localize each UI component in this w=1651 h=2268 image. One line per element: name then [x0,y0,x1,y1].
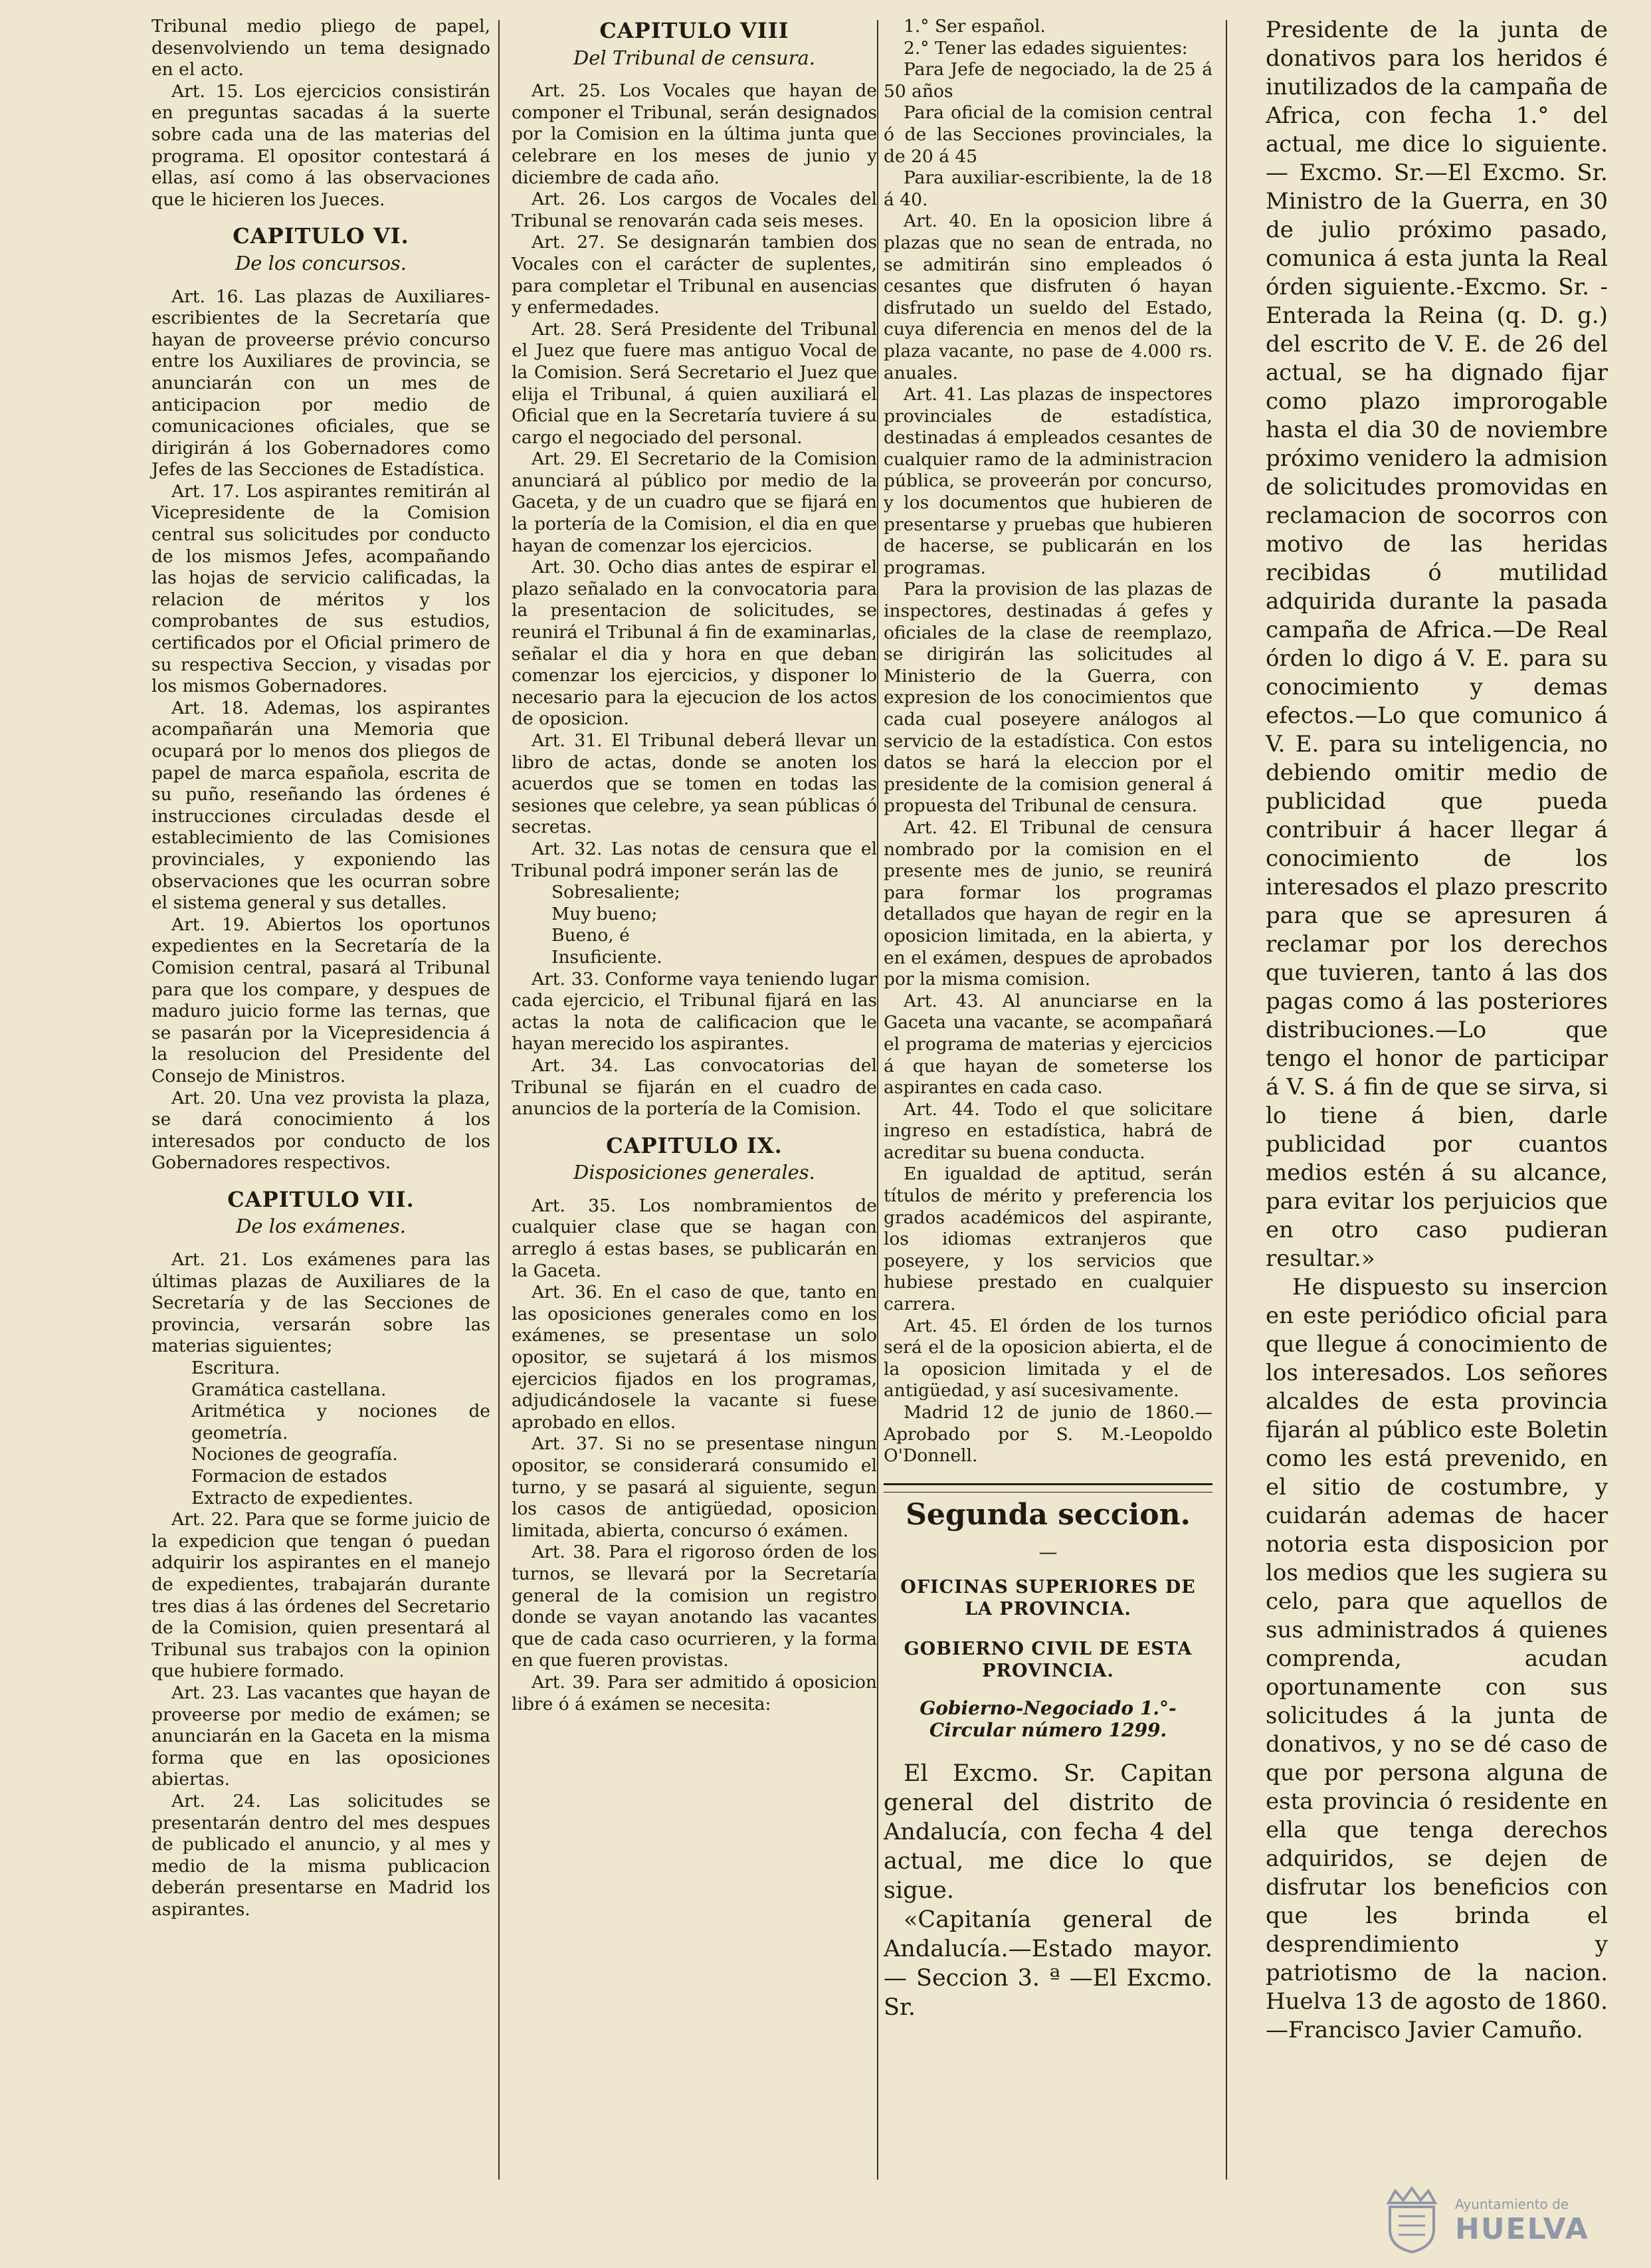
chapter-heading: CAPITULO IX. [606,1132,783,1158]
article-45: Art. 45. El órden de los turnos será el de la oposicion abierta, el de la oposicion limitada y el de antigüedad, y así sucesivamente. [884,1315,1213,1401]
article-39: Art. 39. Para ser admitido á oposicion libre ó á exámen se necesita: [512,1671,877,1714]
chapter-subtitle: Disposiciones generales. [573,1161,815,1184]
list-item: Nociones de geografía. [191,1444,398,1465]
list-item: Sobresaliente; [551,882,680,903]
column-rule [877,20,878,2180]
article-38: Art. 38. Para el rigoroso órden de los turnos, se llevará por la Secretaría general de la comision un registro donde se vayan anotando las vacantes que de cada caso ocurrieren, y la forma en que fueren provistas. [512,1542,877,1671]
requirement-1: 1.° Ser español. [904,16,1046,37]
article-16: Art. 16. Las plazas de Auxiliares-escribientes de la Secretaría que hayan de proveerse prévio concurso entre los Auxiliares de provincia, se anunciarán con un mes de anticipacion por medio de comunicaciones oficiales, que se dirigirán á los Gobernadores como Jefes de las Secciones de Estadística. [151,286,490,480]
column-rule [498,20,500,2180]
list-item: Aritmética y nociones de geometría. [191,1401,490,1443]
article-15: Art. 15. Los ejercicios consistirán en preguntas sacadas á la suerte sobre cada una de las materias del programa. El opositor contestará á ellas, así como á las observaciones que le hicieren los Jueces. [151,80,490,210]
chapter-subtitle: De los concursos. [235,251,407,274]
list-item: Escritura. [191,1358,280,1379]
article-40: Art. 40. En la oposicion libre á plazas que no sean de entrada, no se admitirán sino empleados ó cesantes que disfruten ó hayan disfrutado un sueldo del Estado, cuya diferencia en menos del de la plaza vacante, no pase de 4.000 rs. anuales. [884,211,1213,383]
article-18: Art. 18. Ademas, los aspirantes acompañarán una Memoria que ocupará por lo menos dos pliegos de papel de marca española, escrita de su puño, reseñando las órdenes é instrucciones circuladas desde el establecimiento de las Comisiones provinciales, y exponiendo las observaciones que les ocurran sobre el sistema general y sus detalles. [151,697,490,914]
paragraph: He dispuesto su insercion en este periódico oficial para que llegue á conocimiento de los interesados. Los señores alcaldes de esta provincia fijarán al público este Boletin como les está prevenido, en el sitio de costumbre, y cuidarán ademas de hacer notoria esta disposicion por los medios que les sugiera su celo, para que aquellos de sus administrados á quienes comprenda, acudan oportunamente con sus solicitudes á la junta de donativos, y no se dé caso de que por persona alguna de esta provincia ó residente en ella que tenga derechos adquiridos, se dejen de disfrutar los beneficios con que les brinda el desprendimiento y patriotismo de la nacion. Huelva 13 de agosto de 1860.—Francisco Javier Camuño. [1266,1274,1608,2043]
article-26: Art. 26. Los cargos de Vocales del Tribunal se renovarán cada seis meses. [512,189,877,231]
article-24: Art. 24. Las solicitudes se presentarán dentro del mes despues de publicado el anuncio, y al mes y medio de la misma publicacion deberán presentarse en Madrid los aspirantes. [151,1790,490,1920]
list-item: Insuficiente. [551,946,662,968]
article-30: Art. 30. Ocho dias antes de espirar el plazo señalado en la convocatoria para la presentacion de solicitudes, se reunirá el Tribunal á fin de examinarlas, señalar el dia y hora en que deban comenzar los ejercicios, y disponer lo necesario para la ejecucion de los actos de oposicion. [512,557,877,730]
logo-name: HUELVA [1455,2212,1589,2246]
list-item: Muy bueno; [551,903,658,924]
article-19: Art. 19. Abiertos los oportunos expedientes en la Secretaría de la Comision central, pasará al Tribunal para que los compare, y despues de maduro juicio forme las ternas, que se pasarán por la Vicepresidencia á la resolucion del Presidente del Consejo de Ministros. [151,914,490,1086]
requirement-2: 2.° Tener las edades siguientes: [904,37,1188,58]
section-divider [884,1483,1213,1493]
article-20: Art. 20. Una vez provista la plaza, se dará conocimiento á los interesados por conducto de los Gobernadores respectivos. [151,1087,490,1174]
article-21: Art. 21. Los exámenes para las últimas plazas de Auxiliares de la Secretaría y de las Secciones de provincia, versarán sobre las materias siguientes; [151,1249,490,1357]
paragraph: En igualdad de aptitud, serán títulos de mérito y preferencia los grados académicos del aspirante, los idiomas extranjeros que poseyere, y los servicios que hubiese prestado en cualquier carrera. [884,1164,1213,1315]
article-25: Art. 25. Los Vocales que hayan de componer el Tribunal, serán designados por la Comision en la última junta que celebrare en los meses de junio y diciembre de cada año. [512,80,877,188]
article-36: Art. 36. En el caso de que, tanto en las oposiciones generales como en los exámenes, se presentase un solo opositor, se sujetará á los mismos ejercicios fijados en los programas, adjudicándosele la vacante si fuese aprobado en ellos. [512,1282,877,1433]
huelva-logo [1375,2183,1595,2256]
age-jefe: Para Jefe de negociado, la de 25 á 50 años [884,59,1213,102]
column-1 [151,16,490,1920]
chapter-subtitle: Del Tribunal de censura. [573,46,816,69]
logo-subtitle: Ayuntamiento de [1455,2196,1569,2212]
article-29: Art. 29. El Secretario de la Comision anunciará al público por medio de la Gaceta, y de un cuadro que se fijará en la portería de la Comision, el dia en que hayan de comenzar los ejercicios. [512,449,877,556]
chapter-subtitle: De los exámenes. [236,1215,406,1238]
article-22: Art. 22. Para que se forme juicio de la expedicion que tengan ó puedan adquirir los aspirantes en el manejo de expedientes, trabajarán durante tres dias á las órdenes del Secretario de la Comision, quien presentará al Tribunal sus trabajos con la opinion que hubiere formado. [151,1509,490,1682]
dash-divider: — [1038,1541,1058,1564]
article-28: Art. 28. Será Presidente del Tribunal el Juez que fuere mas antiguo Vocal de la Comision. Será Secretario el Juez que elija el Tribunal, á quien auxiliará el Oficial que en la Secretaría tuviere á su cargo el negociado del personal. [512,318,877,448]
article-42: Art. 42. El Tribunal de censura nombrado por la comision en el presente mes de junio, se reunirá para formar los programas detallados que hayan de regir en la oposicion limitada, en la abierta, y en el exámen, despues de aprobados por la misma comision. [884,817,1213,990]
article-41: Art. 41. Las plazas de inspectores provinciales de estadística, destinadas á empleados cesantes de cualquier ramo de la administracion pública, se proveerán por concurso, y los documentos que hubieren de presentarse y pruebas que hubieren de hacerse, se publicarán en los programas. [884,384,1213,578]
column-2 [512,16,877,1715]
list-item: Bueno, é [551,925,630,946]
article-31: Art. 31. El Tribunal deberá llevar un libro de actas, donde se anoten los acuerdos que se tomen en todas las sesiones que celebre, ya sean públicas ó secretas. [512,730,877,838]
article-37: Art. 37. Si no se presentase ningun opositor, se considerará consumido el turno, y se pasará al siguiente, segun los casos de antigüedad, oposicion limitada, abierta, concurso ó exámen. [512,1433,877,1541]
age-auxiliar: Para auxiliar-escribiente, la de 18 á 40. [884,167,1213,210]
paragraph: Tribunal medio pliego de papel, desenvolviendo un tema designado en el acto. [151,16,490,80]
age-oficial: Para oficial de la comision central ó de las Secciones provinciales, la de 20 á 45 [884,102,1213,167]
article-43: Art. 43. Al anunciarse en la Gaceta una vacante, se acompañará el programa de materias y ejercicios á que hayan de someterse los aspirantes en cada caso. [884,990,1213,1098]
column-rule [1226,20,1227,2180]
list-item: Extracto de expedientes. [191,1487,414,1508]
paragraph: Para la provision de las plazas de inspectores, destinadas á gefes y oficiales de la clase de reemplazo, se dirigirán las solicitudes al Ministerio de la Guerra, con expresion de los conocimientos que cada cual poseyere análogos al servicio de la estadística. Con estos datos se hará la eleccion por el presidente de la comision general á propuesta del Tribunal de censura. [884,579,1213,817]
circular-heading: Gobierno-Negociado 1.°-Circular número 1299. [920,1697,1177,1741]
list-item: Formacion de estados [191,1466,387,1487]
article-23: Art. 23. Las vacantes que hayan de proveerse por medio de exámen; se anunciarán en la Gaceta en la misma forma que en las oposiciones abiertas. [151,1682,490,1790]
office-heading: GOBIERNO CIVIL DE ESTA PROVINCIA. [904,1639,1193,1681]
grade-list [512,882,877,968]
section-heading: Segunda seccion. [906,1497,1191,1532]
article-27: Art. 27. Se designarán tambien dos Vocales con el carácter de suplentes, para completar el Tribunal en ausencias y enfermedades. [512,232,877,318]
subject-list [151,1358,490,1509]
chapter-heading: CAPITULO VIII [599,18,789,43]
article-33: Art. 33. Conforme vaya teniendo lugar cada ejercicio, el Tribunal fijará en las actas la nota de calificacion que le hayan merecido los aspirantes. [512,968,877,1055]
article-34: Art. 34. Las convocatorias del Tribunal se fijarán en el cuadro de anuncios de la portería de la Comision. [512,1055,877,1120]
list-item: Gramática castellana. [191,1379,387,1400]
crown-shield-icon [1375,2183,1448,2256]
article-44: Art. 44. Todo el que solicitare ingreso en estadística, habrá de acreditar su buena conducta. [884,1098,1213,1163]
article-35: Art. 35. Los nombramientos de cualquier clase que se hagan con arreglo á estas bases, se publicarán en la Gaceta. [512,1195,877,1281]
paragraph: El Excmo. Sr. Capitan general del distrito de Andalucía, con fecha 4 del actual, me dice lo que sigue. [884,1760,1213,1904]
office-heading: OFICINAS SUPERIORES DE LA PROVINCIA. [900,1576,1196,1619]
article-17: Art. 17. Los aspirantes remitirán al Vicepresidente de la Comision central sus solicitudes por conducto de los mismos Jefes, acompañando las hojas de servicio calificadas, la relacion de méritos y los comprobantes de sus estudios, certificados por el Oficial primero de su respectiva Seccion, y visadas por los mismos Gobernadores. [151,480,490,697]
paragraph: «Capitanía general de Andalucía.—Estado mayor.— Seccion 3. ª —El Excmo. Sr. [884,1906,1213,2021]
chapter-heading: CAPITULO VII. [227,1186,415,1212]
column-4 [1266,16,1608,2045]
article-32: Art. 32. Las notas de censura que el Tribunal podrá imponer serán las de [512,838,877,881]
chapter-heading: CAPITULO VI. [233,223,409,249]
signature-line: Madrid 12 de junio de 1860.— Aprobado por S. M.-Leopoldo O'Donnell. [884,1402,1213,1467]
paragraph: Presidente de la junta de donativos para los heridos é inutilizados de la campaña de Africa, con fecha 1.° del actual, me dice lo siguiente.— Excmo. Sr.—El Excmo. Sr. Ministro de la Guerra, en 30 de julio próximo pasado, comunica á esta junta la Real órden siguiente.-Excmo. Sr. -Enterada la Reina (q. D. g.) del escrito de V. E. de 26 del actual, se ha dignado fijar como plazo improrogable hasta el dia 30 de noviembre próximo venidero la admision de solicitudes promovidas en reclamacion de socorros con motivo de las heridas recibidas ó mutilidad adquirida durante la pasada campaña de Africa.—De Real órden lo digo á V. E. para su conocimiento y demas efectos.—Lo que comunico á V. E. para su inteligencia, no debiendo omitir medio de publicidad que pueda contribuir á hacer llegar á conocimiento de los interesados el plazo prescrito para que se apresuren á reclamar por los derechos que tuvieren, tanto á las dos pagas como á las posteriores distribuciones.—Lo que tengo el honor de participar á V. S. á fin de que se sirva, si lo tiene á bien, darle publicidad por cuantos medios estén á su alcance, para evitar los perjuicios que en otro caso pudieran resultar.» [1266,17,1608,1272]
column-3 [884,16,1213,2022]
